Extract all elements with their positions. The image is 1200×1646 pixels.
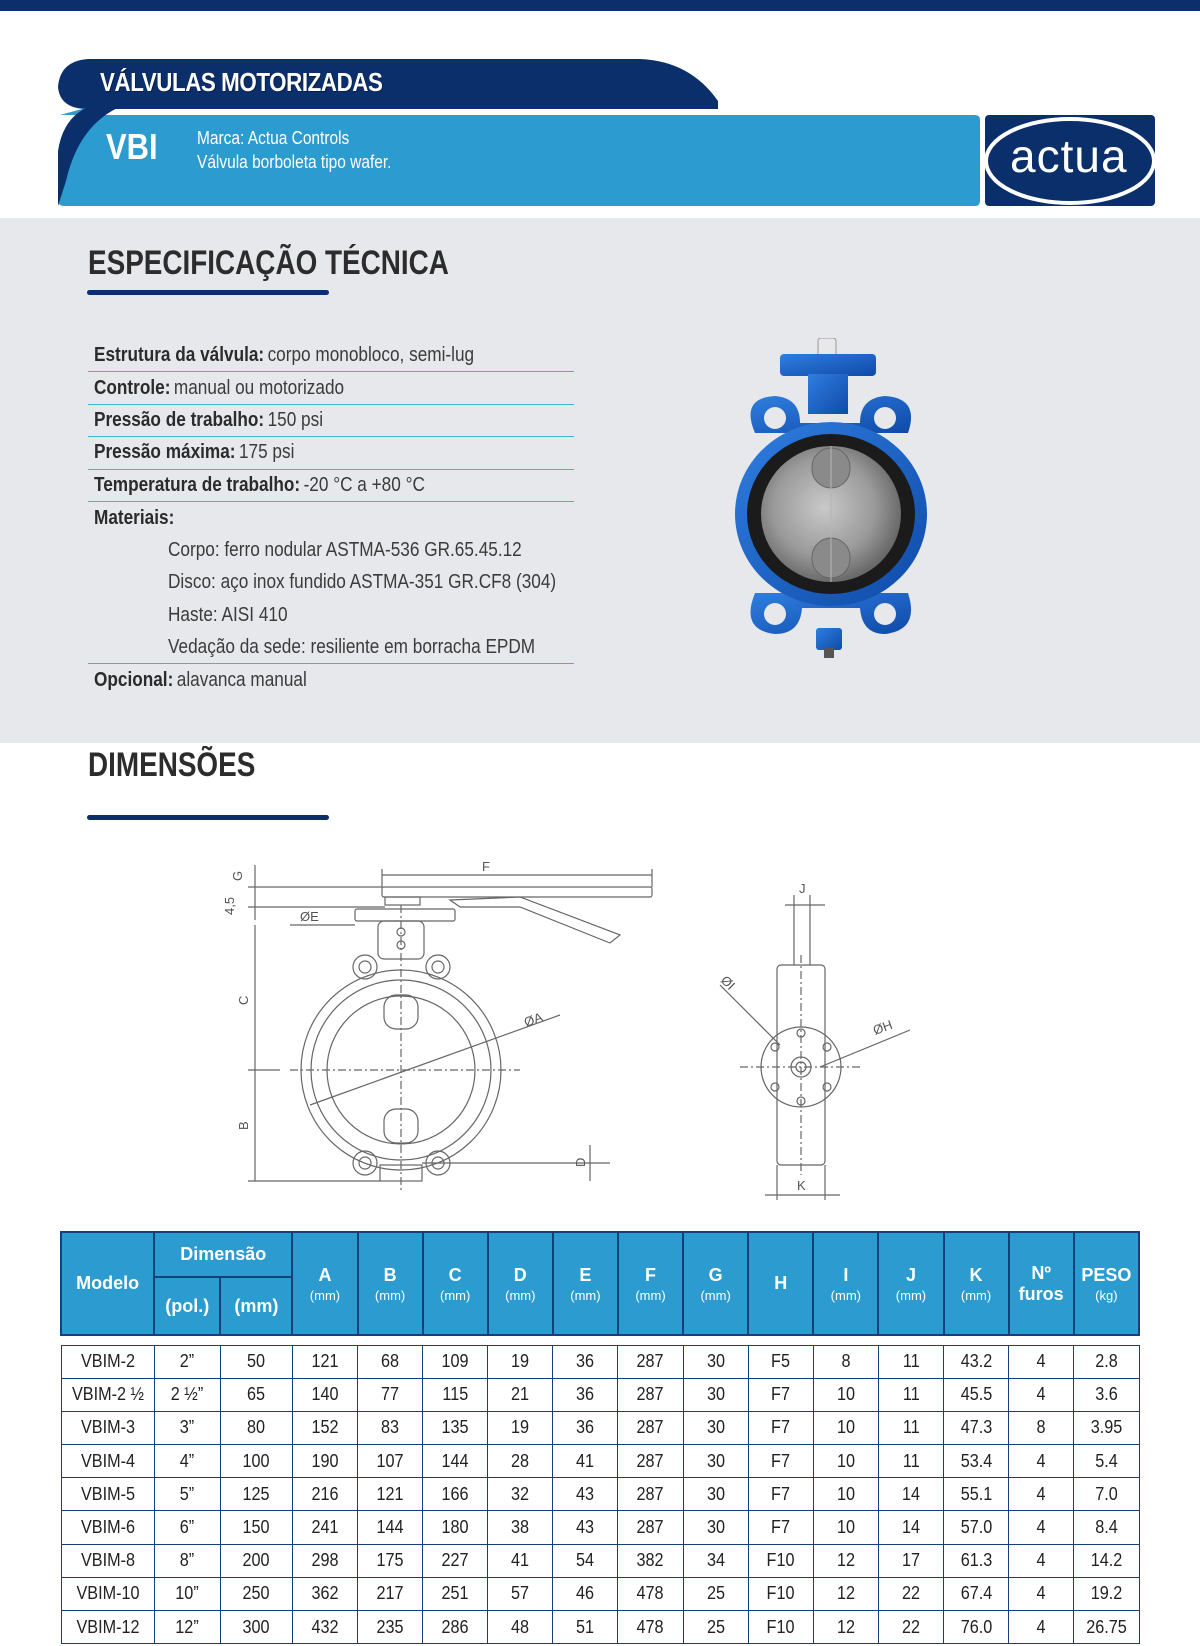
table-row bbox=[61, 1577, 1139, 1610]
header-B: B (mm) bbox=[358, 1232, 423, 1335]
table-cell: 140 bbox=[292, 1378, 357, 1411]
table-cell: 2” bbox=[154, 1345, 220, 1378]
table-cell: 298 bbox=[292, 1544, 357, 1577]
table-cell: 38 bbox=[488, 1511, 553, 1544]
table-cell: 76.0 bbox=[944, 1611, 1009, 1644]
header-J: J (mm) bbox=[878, 1232, 943, 1335]
table-cell: 57.0 bbox=[944, 1511, 1009, 1544]
table-cell: 382 bbox=[618, 1544, 683, 1577]
table-cell: 144 bbox=[358, 1511, 423, 1544]
label-K: K bbox=[797, 1178, 806, 1193]
spec-row: Pressão máxima: 175 psi bbox=[88, 437, 574, 469]
table-cell: 175 bbox=[358, 1544, 423, 1577]
table-cell: 150 bbox=[220, 1511, 292, 1544]
table-cell: 12” bbox=[154, 1611, 220, 1644]
spec-list bbox=[88, 340, 574, 696]
table-cell: 166 bbox=[423, 1478, 488, 1511]
table-row bbox=[61, 1511, 1139, 1544]
label-H: ØH bbox=[870, 1017, 895, 1038]
header-peso: PESO (kg) bbox=[1074, 1232, 1139, 1335]
table-cell: 54 bbox=[553, 1544, 618, 1577]
table-cell: 250 bbox=[220, 1577, 292, 1610]
table-cell: 200 bbox=[220, 1544, 292, 1577]
label-C: C bbox=[236, 995, 251, 1005]
header-category: VÁLVULAS MOTORIZADAS bbox=[100, 67, 383, 97]
table-cell: 4 bbox=[1009, 1378, 1074, 1411]
table-row bbox=[61, 1345, 1139, 1378]
table-cell: 362 bbox=[292, 1577, 357, 1610]
top-bar bbox=[0, 0, 1200, 11]
table-cell: 300 bbox=[220, 1611, 292, 1644]
table-cell: 4 bbox=[1009, 1345, 1074, 1378]
table-cell: 46 bbox=[553, 1577, 618, 1610]
table-cell: 51 bbox=[553, 1611, 618, 1644]
table-cell: F10 bbox=[748, 1577, 813, 1610]
cell-model: VBIM-5 bbox=[61, 1478, 154, 1511]
table-cell: 3.95 bbox=[1074, 1411, 1139, 1444]
spec-row-materials: Materiais: bbox=[94, 506, 175, 529]
valve-photo bbox=[720, 338, 942, 690]
table-cell: 43.2 bbox=[944, 1345, 1009, 1378]
table-cell: 36 bbox=[553, 1411, 618, 1444]
table-cell: 4 bbox=[1009, 1544, 1074, 1577]
table-cell: 8.4 bbox=[1074, 1511, 1139, 1544]
spec-row: Pressão de trabalho: 150 psi bbox=[88, 405, 574, 437]
label-I: ØI bbox=[717, 972, 739, 993]
table-cell: 4 bbox=[1009, 1611, 1074, 1644]
header-model: VBI bbox=[106, 126, 158, 167]
table-cell: 19 bbox=[488, 1411, 553, 1444]
table-cell: F7 bbox=[748, 1411, 813, 1444]
table-cell: 180 bbox=[423, 1511, 488, 1544]
table-cell: 41 bbox=[553, 1445, 618, 1478]
label-A: ØA bbox=[521, 1009, 545, 1030]
table-cell: 30 bbox=[683, 1445, 748, 1478]
table-cell: 8” bbox=[154, 1544, 220, 1577]
header-D: D (mm) bbox=[488, 1232, 553, 1335]
table-cell: 10” bbox=[154, 1577, 220, 1610]
table-cell: 5” bbox=[154, 1478, 220, 1511]
spec-row: Temperatura de trabalho: -20 °C a +80 °C bbox=[88, 470, 574, 502]
table-cell: 57 bbox=[488, 1577, 553, 1610]
spec-row: Controle: manual ou motorizado bbox=[88, 372, 574, 404]
material-item: Corpo: ferro nodular ASTMA-536 GR.65.45.12 bbox=[168, 539, 522, 562]
table-cell: 10 bbox=[813, 1445, 878, 1478]
table-cell: 217 bbox=[358, 1577, 423, 1610]
header-description-line: Válvula borboleta tipo wafer. bbox=[197, 152, 392, 172]
table-gap-row bbox=[61, 1335, 1139, 1345]
table-cell: 10 bbox=[813, 1511, 878, 1544]
table-cell: 77 bbox=[358, 1378, 423, 1411]
table-cell: 8 bbox=[813, 1345, 878, 1378]
table-cell: 45.5 bbox=[944, 1378, 1009, 1411]
table-cell: 19 bbox=[488, 1345, 553, 1378]
spec-title: ESPECIFICAÇÃO TÉCNICA bbox=[88, 244, 449, 282]
table-cell: F7 bbox=[748, 1478, 813, 1511]
dimensions-title-underline bbox=[87, 815, 329, 820]
label-E: ØE bbox=[300, 909, 319, 924]
table-cell: 43 bbox=[553, 1478, 618, 1511]
cell-model: VBIM-3 bbox=[61, 1411, 154, 1444]
table-cell: F7 bbox=[748, 1378, 813, 1411]
cell-model: VBIM-8 bbox=[61, 1544, 154, 1577]
table-cell: 53.4 bbox=[944, 1445, 1009, 1478]
table-cell: 235 bbox=[358, 1611, 423, 1644]
label-D: D bbox=[573, 1157, 588, 1167]
table-cell: 67.4 bbox=[944, 1577, 1009, 1610]
table-cell: 4 bbox=[1009, 1577, 1074, 1610]
table-cell: 251 bbox=[423, 1577, 488, 1610]
table-cell: 2.8 bbox=[1074, 1345, 1139, 1378]
table-cell: 55.1 bbox=[944, 1478, 1009, 1511]
table-cell: 115 bbox=[423, 1378, 488, 1411]
table-cell: 125 bbox=[220, 1478, 292, 1511]
table-cell: 30 bbox=[683, 1511, 748, 1544]
table-cell: 3.6 bbox=[1074, 1378, 1139, 1411]
cell-model: VBIM-6 bbox=[61, 1511, 154, 1544]
table-cell: 216 bbox=[292, 1478, 357, 1511]
actua-logo: actua bbox=[1010, 130, 1128, 182]
table-cell: 47.3 bbox=[944, 1411, 1009, 1444]
table-cell: 100 bbox=[220, 1445, 292, 1478]
table-cell: 25 bbox=[683, 1611, 748, 1644]
table-cell: F7 bbox=[748, 1445, 813, 1478]
cell-model: VBIM-12 bbox=[61, 1611, 154, 1644]
table-cell: 12 bbox=[813, 1611, 878, 1644]
label-4-5: 4,5 bbox=[222, 896, 237, 915]
header-A: A (mm) bbox=[292, 1232, 357, 1335]
table-cell: 48 bbox=[488, 1611, 553, 1644]
table-cell: 135 bbox=[423, 1411, 488, 1444]
table-cell: 25 bbox=[683, 1577, 748, 1610]
table-row bbox=[61, 1411, 1139, 1444]
header-H: H bbox=[748, 1232, 813, 1335]
table-cell: 432 bbox=[292, 1611, 357, 1644]
label-B: B bbox=[236, 1121, 251, 1130]
table-cell: F7 bbox=[748, 1511, 813, 1544]
table-cell: 152 bbox=[292, 1411, 357, 1444]
table-row bbox=[61, 1611, 1139, 1644]
table-cell: 287 bbox=[618, 1411, 683, 1444]
header-furos: Nº furos bbox=[1009, 1232, 1074, 1335]
table-cell: 8 bbox=[1009, 1411, 1074, 1444]
table-cell: 28 bbox=[488, 1445, 553, 1478]
table-cell: 287 bbox=[618, 1478, 683, 1511]
table-cell: 41 bbox=[488, 1544, 553, 1577]
page-header bbox=[0, 11, 1200, 216]
table-cell: 11 bbox=[878, 1445, 943, 1478]
table-cell: 36 bbox=[553, 1345, 618, 1378]
table-cell: 11 bbox=[878, 1378, 943, 1411]
table-cell: 21 bbox=[488, 1378, 553, 1411]
table-cell: 10 bbox=[813, 1478, 878, 1511]
table-row bbox=[61, 1544, 1139, 1577]
table-cell: 80 bbox=[220, 1411, 292, 1444]
table-cell: 30 bbox=[683, 1411, 748, 1444]
table-cell: 144 bbox=[423, 1445, 488, 1478]
table-row bbox=[61, 1378, 1139, 1411]
header-I: I (mm) bbox=[813, 1232, 878, 1335]
table-cell: 478 bbox=[618, 1577, 683, 1610]
header-C: C (mm) bbox=[423, 1232, 488, 1335]
dimensions-title: DIMENSÕES bbox=[88, 746, 256, 784]
header-K: K (mm) bbox=[944, 1232, 1009, 1335]
cell-model: VBIM-10 bbox=[61, 1577, 154, 1610]
table-cell: 14.2 bbox=[1074, 1544, 1139, 1577]
table-cell: 43 bbox=[553, 1511, 618, 1544]
header-pol: (pol.) bbox=[154, 1277, 220, 1335]
dimensions-table-body bbox=[61, 1335, 1139, 1644]
table-cell: 286 bbox=[423, 1611, 488, 1644]
dimensions-table bbox=[60, 1231, 1140, 1644]
material-item: Vedação da sede: resiliente em borracha EPDM bbox=[88, 632, 574, 664]
table-cell: 287 bbox=[618, 1345, 683, 1378]
table-cell: 30 bbox=[683, 1345, 748, 1378]
header-G: G (mm) bbox=[683, 1232, 748, 1335]
table-cell: 121 bbox=[292, 1345, 357, 1378]
table-cell: 287 bbox=[618, 1378, 683, 1411]
table-cell: 478 bbox=[618, 1611, 683, 1644]
table-cell: 14 bbox=[878, 1511, 943, 1544]
header-F: F (mm) bbox=[618, 1232, 683, 1335]
table-cell: 30 bbox=[683, 1478, 748, 1511]
table-cell: 83 bbox=[358, 1411, 423, 1444]
header-description bbox=[197, 126, 391, 174]
label-F: F bbox=[482, 859, 490, 874]
label-G: G bbox=[230, 870, 245, 881]
table-cell: 14 bbox=[878, 1478, 943, 1511]
table-cell: 17 bbox=[878, 1544, 943, 1577]
table-cell: 22 bbox=[878, 1577, 943, 1610]
spec-row-optional: Opcional: alavanca manual bbox=[94, 668, 307, 691]
table-cell: 36 bbox=[553, 1378, 618, 1411]
table-cell: 4 bbox=[1009, 1478, 1074, 1511]
table-cell: 4” bbox=[154, 1445, 220, 1478]
table-cell: F5 bbox=[748, 1345, 813, 1378]
table-cell: 3” bbox=[154, 1411, 220, 1444]
spec-title-underline bbox=[87, 290, 329, 295]
table-cell: 190 bbox=[292, 1445, 357, 1478]
header-banner bbox=[0, 11, 1200, 216]
material-item: Disco: aço inox fundido ASTMA-351 GR.CF8 (304) bbox=[168, 571, 557, 594]
table-cell: 109 bbox=[423, 1345, 488, 1378]
table-cell: 287 bbox=[618, 1445, 683, 1478]
spec-row: Estrutura da válvula: corpo monobloco, semi-lug bbox=[88, 340, 574, 372]
cell-model: VBIM-4 bbox=[61, 1445, 154, 1478]
table-cell: 19.2 bbox=[1074, 1577, 1139, 1610]
table-cell: 4 bbox=[1009, 1445, 1074, 1478]
table-cell: 65 bbox=[220, 1378, 292, 1411]
table-cell: 10 bbox=[813, 1378, 878, 1411]
table-cell: 50 bbox=[220, 1345, 292, 1378]
table-cell: F10 bbox=[748, 1544, 813, 1577]
dimension-drawing bbox=[220, 845, 940, 1205]
table-cell: 10 bbox=[813, 1411, 878, 1444]
header-mm: (mm) bbox=[220, 1277, 292, 1335]
table-cell: 5.4 bbox=[1074, 1445, 1139, 1478]
header-dimensao: Dimensão bbox=[154, 1232, 292, 1277]
table-cell: 12 bbox=[813, 1544, 878, 1577]
table-cell: 32 bbox=[488, 1478, 553, 1511]
table-cell: 121 bbox=[358, 1478, 423, 1511]
table-cell: 2 ½” bbox=[154, 1378, 220, 1411]
table-cell: 287 bbox=[618, 1511, 683, 1544]
material-item: Haste: AISI 410 bbox=[168, 603, 288, 626]
table-cell: 68 bbox=[358, 1345, 423, 1378]
table-cell: 4 bbox=[1009, 1511, 1074, 1544]
table-cell: 7.0 bbox=[1074, 1478, 1139, 1511]
table-cell: 22 bbox=[878, 1611, 943, 1644]
cell-model: VBIM-2 ½ bbox=[61, 1378, 154, 1411]
label-J: J bbox=[799, 881, 806, 896]
table-cell: 11 bbox=[878, 1411, 943, 1444]
table-cell: 241 bbox=[292, 1511, 357, 1544]
table-cell: 107 bbox=[358, 1445, 423, 1478]
cell-model: VBIM-2 bbox=[61, 1345, 154, 1378]
table-cell: 227 bbox=[423, 1544, 488, 1577]
table-cell: 26.75 bbox=[1074, 1611, 1139, 1644]
table-cell: 30 bbox=[683, 1378, 748, 1411]
header-E: E (mm) bbox=[553, 1232, 618, 1335]
header-brand-line: Marca: Actua Controls bbox=[197, 128, 350, 148]
table-row bbox=[61, 1445, 1139, 1478]
table-row bbox=[61, 1478, 1139, 1511]
header-modelo: Modelo bbox=[61, 1232, 154, 1335]
table-cell: 61.3 bbox=[944, 1544, 1009, 1577]
table-cell: 6” bbox=[154, 1511, 220, 1544]
table-cell: 34 bbox=[683, 1544, 748, 1577]
table-cell: 12 bbox=[813, 1577, 878, 1610]
table-cell: F10 bbox=[748, 1611, 813, 1644]
table-cell: 11 bbox=[878, 1345, 943, 1378]
